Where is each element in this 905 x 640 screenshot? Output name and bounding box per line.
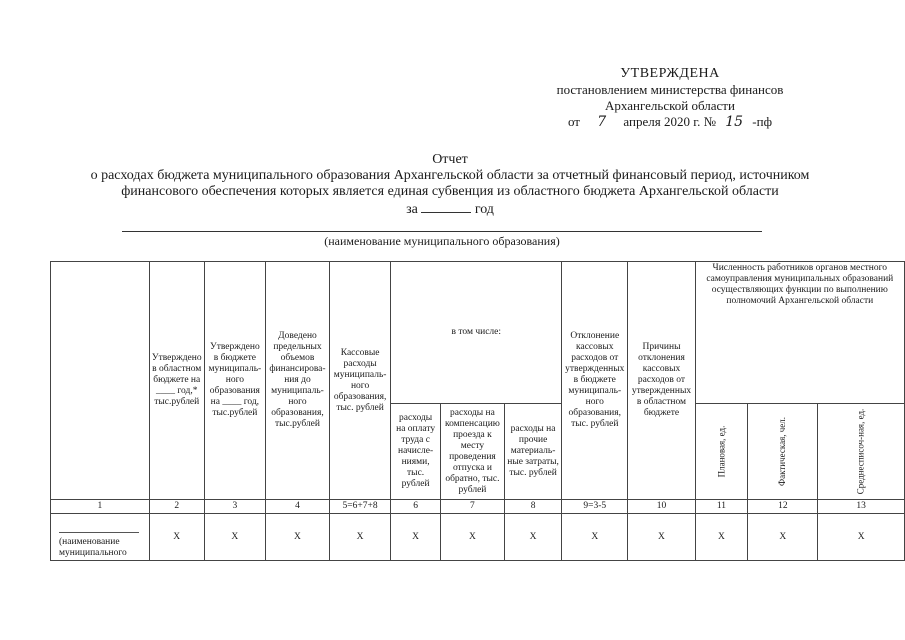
- approval-title: УТВЕРЖДЕНА: [620, 66, 720, 81]
- municipality-name: (наименование муниципального: [59, 537, 127, 558]
- header-col-13: [818, 404, 905, 500]
- report-heading: Отчет: [432, 152, 468, 167]
- table-cell: X: [149, 514, 204, 561]
- column-number: 1: [51, 500, 150, 514]
- column-number: 7: [440, 500, 504, 514]
- report-title-line-2: финансового обеспечения которых является единая субвенция из областного бюджета Архангельской области: [121, 184, 779, 199]
- column-number: 9=3-5: [562, 500, 628, 514]
- column-number: 11: [695, 500, 748, 514]
- column-number: 12: [748, 500, 818, 514]
- column-number: 5=6+7+8: [329, 500, 391, 514]
- municipality-name-cell: [51, 514, 150, 561]
- header-col-5: Кассовые расходы муниципаль-ного образования, тыс. рублей: [329, 262, 391, 500]
- table-cell: X: [628, 514, 695, 561]
- header-name-cell: [51, 262, 150, 500]
- column-number: 4: [266, 500, 330, 514]
- table-row: [51, 514, 905, 561]
- column-number: 13: [818, 500, 905, 514]
- header-col-9: Отклонение кассовых расходов от утвержденных в бюджете муниципаль-ного образования, тыс. рублей: [562, 262, 628, 500]
- date-prefix: от: [567, 114, 580, 129]
- table-cell: X: [748, 514, 818, 561]
- approval-block: [540, 66, 800, 130]
- table-cell: X: [505, 514, 562, 561]
- report-title-line-1: о расходах бюджета муниципального образования Архангельской области за отчетный финансовый период, источником: [90, 168, 810, 183]
- column-number: 8: [505, 500, 562, 514]
- approval-date: [540, 114, 800, 130]
- document-suffix: -пф: [752, 114, 773, 129]
- table-cell: X: [818, 514, 905, 561]
- report-table: [50, 261, 905, 561]
- table-cell: X: [266, 514, 330, 561]
- column-number: 3: [204, 500, 266, 514]
- column-number: 6: [391, 500, 441, 514]
- header-including: в том числе:: [391, 262, 562, 404]
- header-col-4: Доведено предельных объемов финансирова-ния до муниципаль-ного образования, тыс.рублей: [266, 262, 330, 500]
- header-col-3: Утверждено в бюджете муниципаль-ного образования на ____ год, тыс.рублей: [204, 262, 266, 500]
- header-col-6: расходы на оплату труда с начисле-ниями, тыс. рублей: [391, 404, 441, 500]
- header-col-10: Причины отклонения кассовых расходов от утвержденных в областном бюджете: [628, 262, 695, 500]
- document-number: 15: [725, 114, 744, 130]
- year-blank: [421, 200, 471, 213]
- column-number: 10: [628, 500, 695, 514]
- report-year: [40, 200, 860, 218]
- header-col-11: [695, 404, 748, 500]
- table-cell: X: [391, 514, 441, 561]
- header-staff-group: Численность работников органов местного самоуправления муниципальных образований осуществляющих функции по выполнению полномочий Архангельской области: [695, 262, 904, 404]
- approval-line-2: Архангельской области: [605, 98, 735, 113]
- header-col-7: расходы на компенсацию проезда к месту проведения отпуска и обратно, тыс. рублей: [440, 404, 504, 500]
- table-cell: X: [440, 514, 504, 561]
- header-col-8: расходы на прочие материаль-ные затраты, тыс. рублей: [505, 404, 562, 500]
- header-col-11-text: Плановая, ед.: [715, 425, 726, 477]
- year-suffix: год: [474, 202, 494, 217]
- column-number: 2: [149, 500, 204, 514]
- header-col-12-text: Фактическая, чел.: [777, 416, 788, 486]
- date-month-year: апреля 2020 г. №: [623, 114, 716, 129]
- municipality-caption: (наименование муниципального образования): [324, 234, 560, 248]
- column-numbers-row: [51, 500, 905, 514]
- header-col-2: Утверждено в областном бюджете на ____ год,* тыс.рублей: [149, 262, 204, 500]
- approval-line-1: постановлением министерства финансов: [556, 82, 784, 97]
- municipality-line: [122, 231, 762, 232]
- table-cell: X: [562, 514, 628, 561]
- table-cell: X: [695, 514, 748, 561]
- table-cell: X: [329, 514, 391, 561]
- header-col-13-text: Среднесписоч-ная, ед.: [855, 408, 866, 494]
- year-prefix: за: [406, 202, 418, 217]
- header-col-12: [748, 404, 818, 500]
- report-title: [40, 152, 860, 218]
- date-day: 7: [597, 114, 607, 130]
- name-underline: [59, 532, 139, 533]
- table-cell: X: [204, 514, 266, 561]
